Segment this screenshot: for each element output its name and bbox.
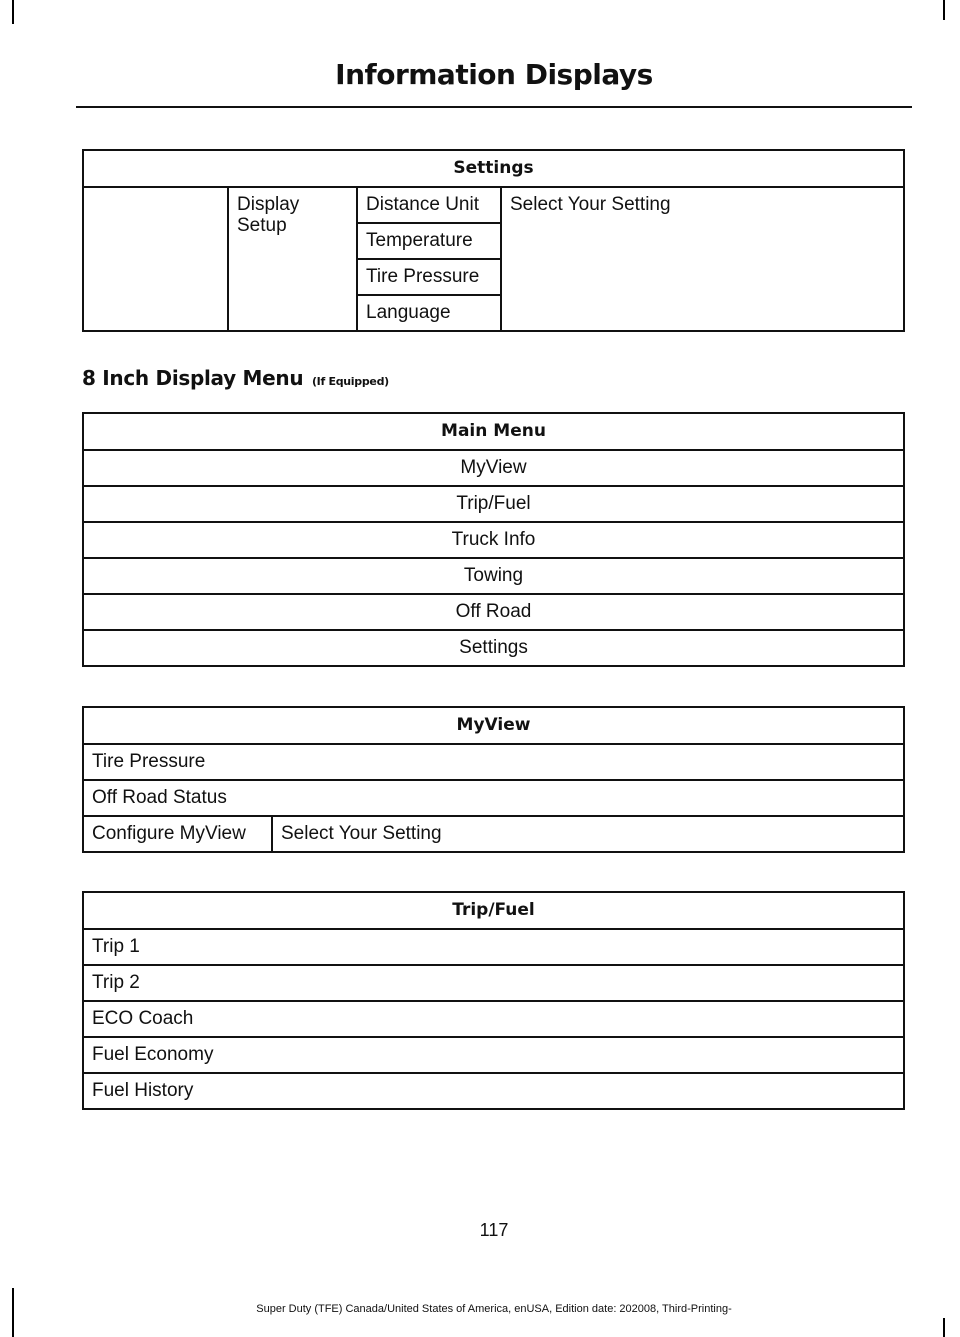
- section-heading-text: 8 Inch Display Menu: [82, 366, 304, 390]
- section-heading-note: (If Equipped): [311, 375, 389, 388]
- empty-cell: [83, 187, 228, 331]
- menu-row: Truck Info: [83, 522, 904, 558]
- crop-mark-top-right: [943, 0, 945, 20]
- myview-row: Off Road Status: [83, 780, 904, 816]
- trip-fuel-row: Fuel History: [83, 1073, 904, 1109]
- menu-row: Trip/Fuel: [83, 486, 904, 522]
- myview-table: [82, 706, 905, 853]
- crop-mark-top-left: [12, 0, 14, 24]
- settings-table: [82, 149, 905, 332]
- setting-item: Language: [357, 295, 501, 331]
- myview-table-title: MyView: [83, 707, 904, 744]
- configure-myview-cell: Configure MyView: [83, 816, 272, 852]
- page-number: 117: [479, 1220, 509, 1240]
- crop-mark-bottom-right: [943, 1318, 945, 1337]
- myview-row: Tire Pressure: [83, 744, 904, 780]
- setting-item: Distance Unit: [357, 187, 501, 223]
- menu-row: MyView: [83, 450, 904, 486]
- trip-fuel-row: Fuel Economy: [83, 1037, 904, 1073]
- display-setup-cell: Display Setup: [228, 187, 357, 331]
- select-setting-cell: Select Your Setting: [272, 816, 904, 852]
- settings-table-title: Settings: [83, 150, 904, 187]
- setting-item: Temperature: [357, 223, 501, 259]
- setting-item: Tire Pressure: [357, 259, 501, 295]
- footer-edition-text: Super Duty (TFE) Canada/United States of America, enUSA, Edition date: 202008, Third-Printing-: [256, 1303, 732, 1315]
- header-divider: [76, 106, 912, 108]
- main-menu-table-title: Main Menu: [83, 413, 904, 450]
- select-setting-cell: Select Your Setting: [501, 187, 904, 331]
- page-title: Information Displays: [335, 58, 653, 91]
- trip-fuel-table: [82, 891, 905, 1110]
- menu-row: Settings: [83, 630, 904, 666]
- section-heading: [82, 366, 389, 390]
- trip-fuel-row: Trip 1: [83, 929, 904, 965]
- menu-row: Off Road: [83, 594, 904, 630]
- trip-fuel-row: ECO Coach: [83, 1001, 904, 1037]
- trip-fuel-row: Trip 2: [83, 965, 904, 1001]
- trip-fuel-table-title: Trip/Fuel: [83, 892, 904, 929]
- main-menu-table: [82, 412, 905, 667]
- menu-row: Towing: [83, 558, 904, 594]
